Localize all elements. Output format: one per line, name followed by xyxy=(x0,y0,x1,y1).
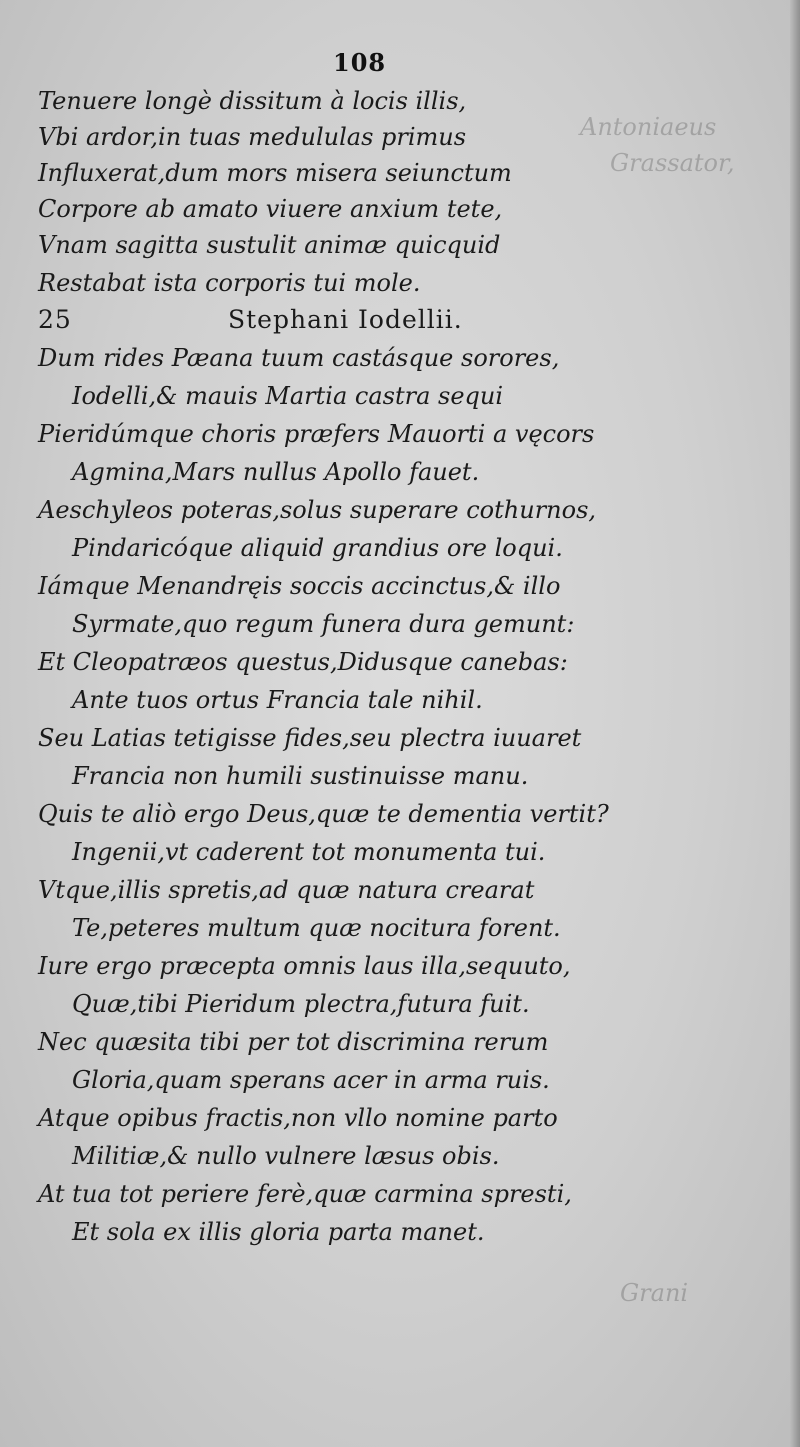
poem-title: Stephani Iodellii. xyxy=(228,305,463,334)
verse-line: Aeschyleos poteras,solus superare cothurnos, xyxy=(38,496,597,524)
poem-number: 25 xyxy=(38,305,72,334)
verse-line: Et Cleopatræos questus,Didusque canebas: xyxy=(38,648,568,676)
bleed-through-text: Antoniaeus xyxy=(580,113,717,141)
bleed-through-text: Grassator, xyxy=(610,149,735,177)
verse-line: Te,peteres multum quæ nocitura forent. xyxy=(72,914,561,942)
page-edge-shadow xyxy=(790,0,800,1447)
verse-line: Quis te aliò ergo Deus,quæ te dementia vertit? xyxy=(38,800,609,828)
verse-line: Ingenii,vt caderent tot monumenta tui. xyxy=(72,838,546,866)
verse-line: Iodelli,& mauis Martia castra sequi xyxy=(72,382,504,410)
verse-line: Vnam sagitta sustulit animæ quicquid xyxy=(38,231,501,259)
verse-line: Syrmate,quo regum funera dura gemunt: xyxy=(72,610,575,638)
page-number: 108 xyxy=(333,48,387,77)
verse-line: Iure ergo præcepta omnis laus illa,sequuto, xyxy=(38,952,571,980)
verse-line: Vbi ardor,in tuas medululas primus xyxy=(38,123,467,151)
verse-line: Agmina,Mars nullus Apollo fauet. xyxy=(72,458,480,486)
verse-line: At tua tot periere ferè,quæ carmina spresti, xyxy=(38,1180,572,1208)
verse-line: Militiæ,& nullo vulnere læsus obis. xyxy=(72,1142,500,1170)
verse-line: Pindaricóque aliquid grandius ore loqui. xyxy=(72,534,563,562)
verse-line: Restabat ista corporis tui mole. xyxy=(38,269,421,297)
verse-line: Gloria,quam sperans acer in arma ruis. xyxy=(72,1066,550,1094)
verse-line: Vtque,illis spretis,ad quæ natura crearat xyxy=(38,876,535,904)
verse-line: Influxerat,dum mors misera seiunctum xyxy=(38,159,512,187)
verse-line: Dum rides Pæana tuum castásque sorores, xyxy=(38,344,560,372)
verse-line: Quæ,tibi Pieridum plectra,futura fuit. xyxy=(72,990,530,1018)
verse-line: Tenuere longè dissitum à locis illis, xyxy=(38,87,467,115)
verse-line: Pieridúmque choris præfers Mauorti a vęcors xyxy=(38,420,595,448)
verse-line: Nec quæsita tibi per tot discrimina rerum xyxy=(38,1028,549,1056)
verse-line: Iámque Menandręis soccis accinctus,& illo xyxy=(38,572,561,600)
bleed-through-text: Grani xyxy=(620,1279,689,1307)
verse-line: Corpore ab amato viuere anxium tete, xyxy=(38,195,503,223)
verse-line: Et sola ex illis gloria parta manet. xyxy=(72,1218,485,1246)
verse-line: Ante tuos ortus Francia tale nihil. xyxy=(72,686,483,714)
verse-line: Francia non humili sustinuisse manu. xyxy=(72,762,529,790)
verse-line: Atque opibus fractis,non vllo nomine parto xyxy=(38,1104,558,1132)
verse-line: Seu Latias tetigisse fides,seu plectra iuuaret xyxy=(38,724,582,752)
